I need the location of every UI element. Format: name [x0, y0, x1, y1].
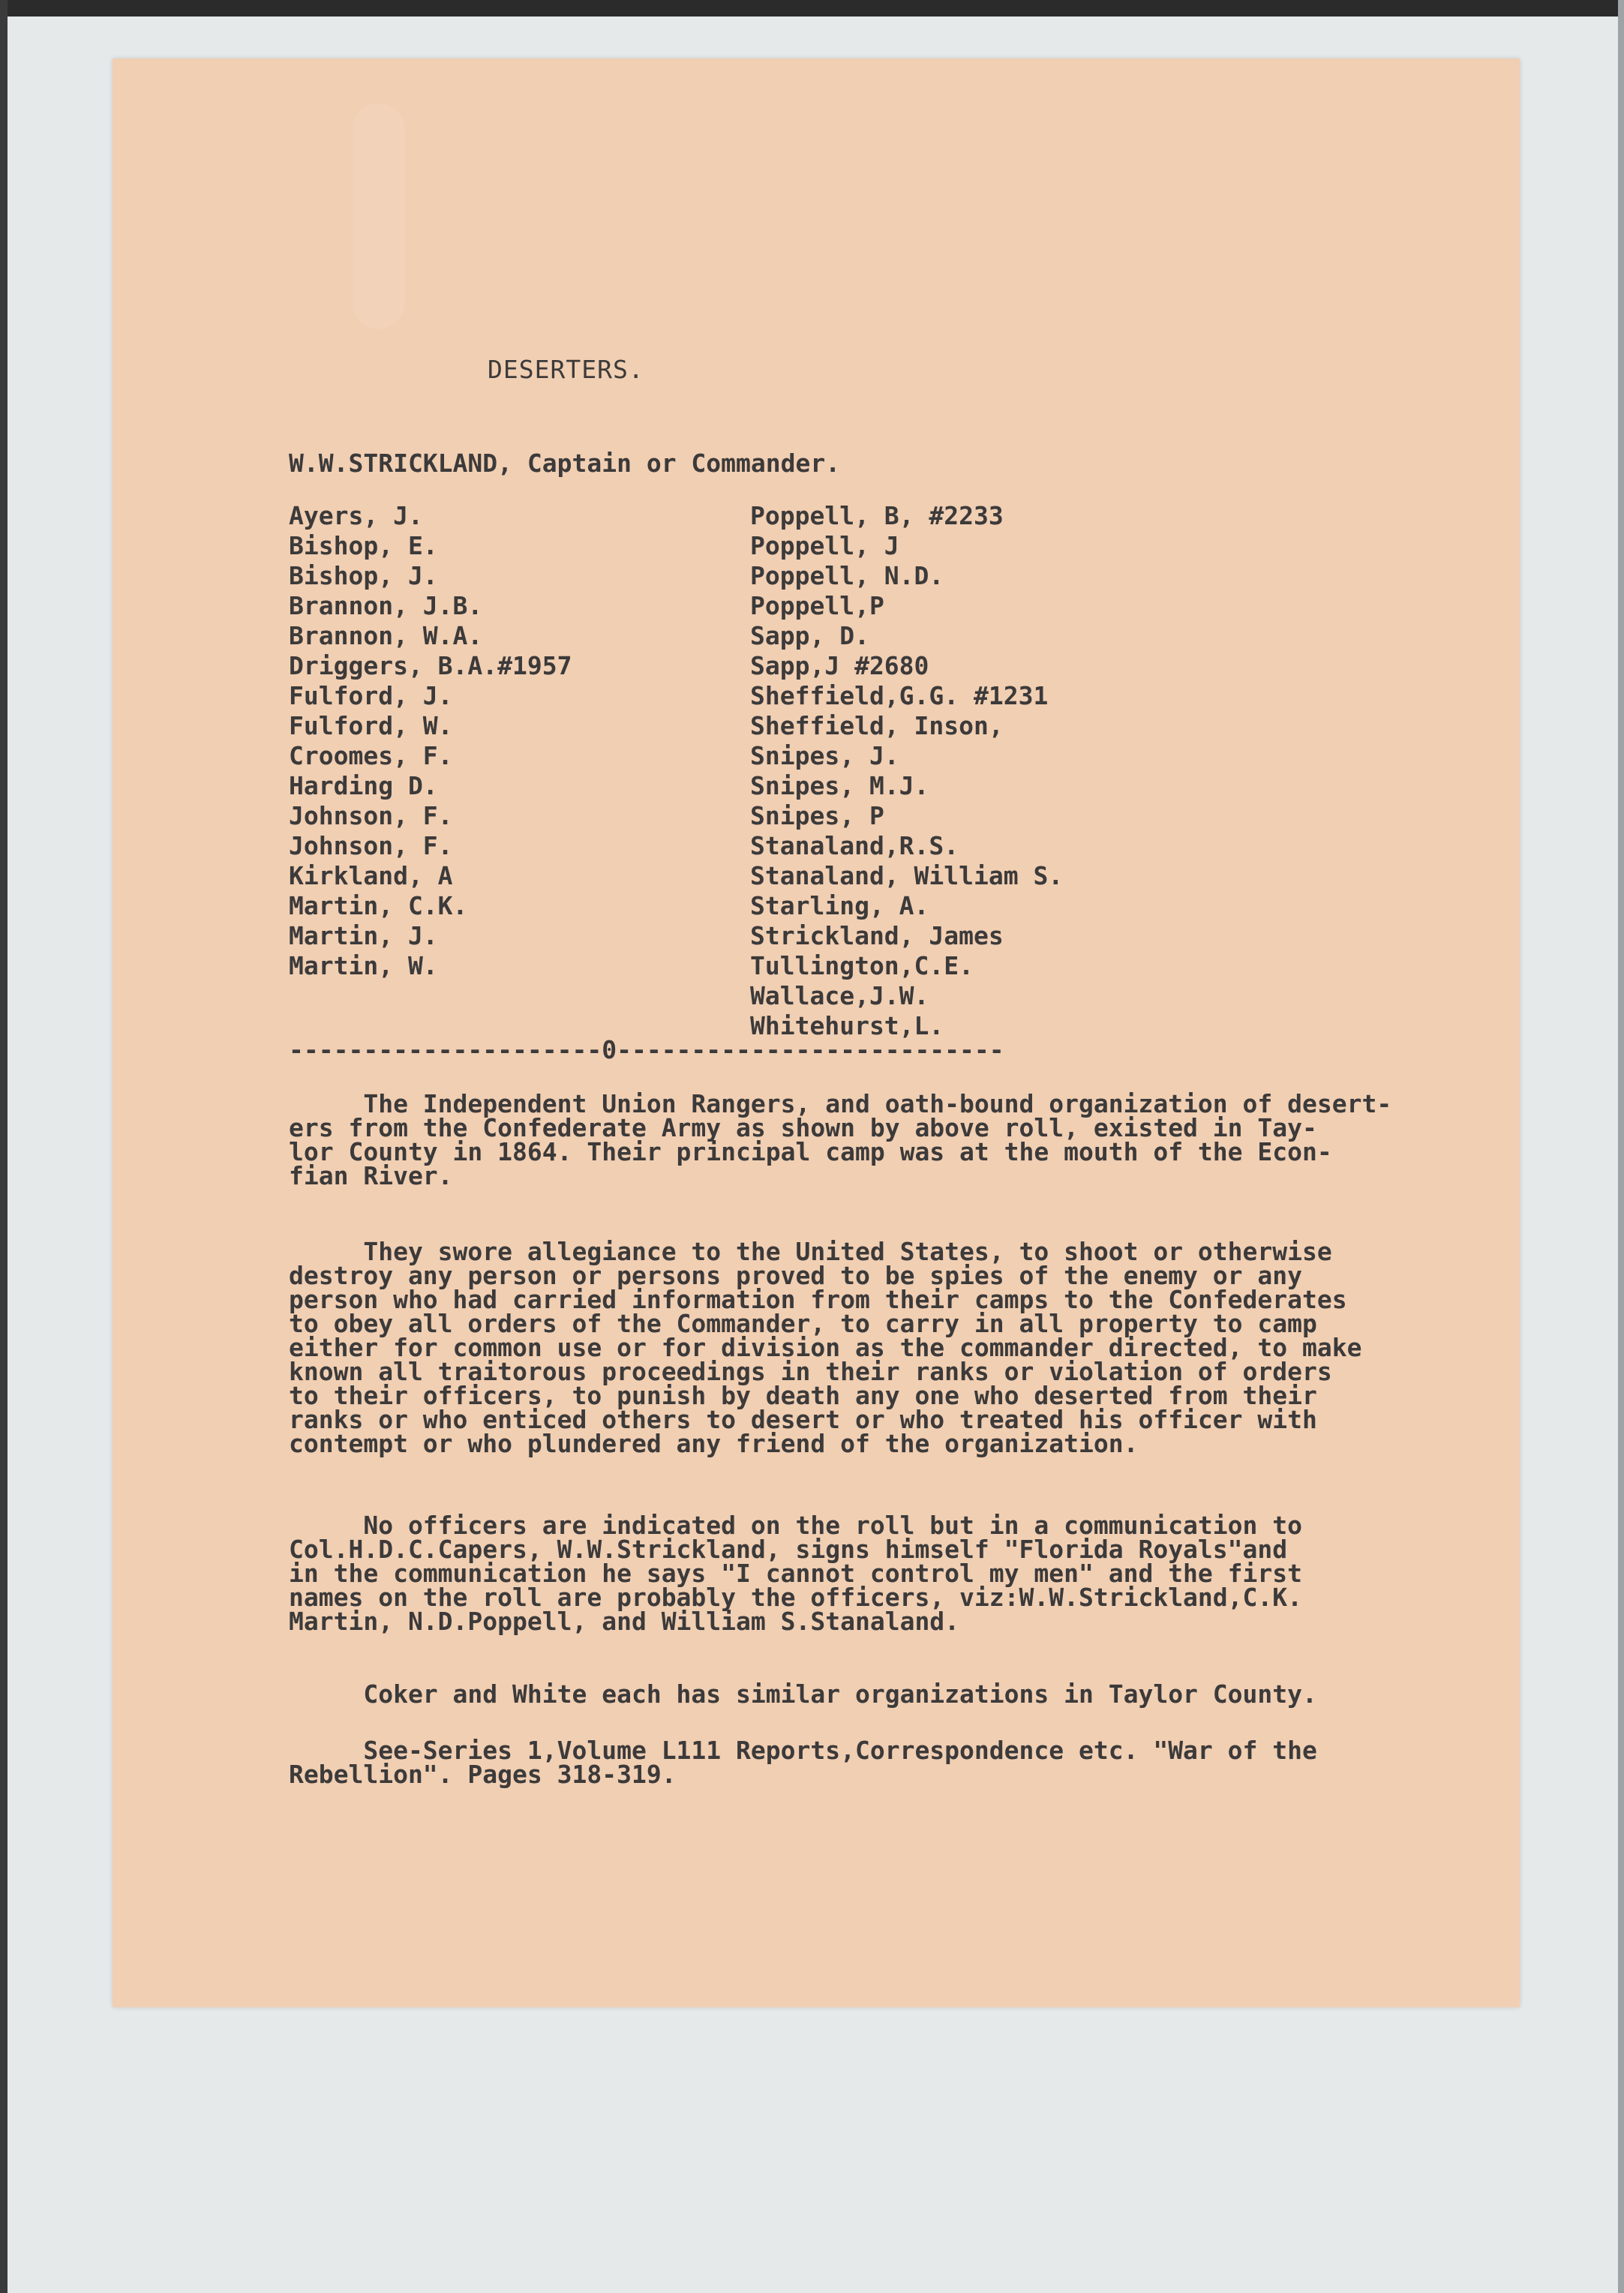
paragraph-officers: No officers are indicated on the roll but in a communication to Col.H.D.C.Capers, W.W.Strickland, signs himself "Florida Royals"and in the communication he says "I cannot control my men" and the first names on the roll are probably the officers, viz:W.W.Strickland,C.K. Martin, N.D.Poppell, and William S.Stanaland.: [289, 1511, 1303, 1636]
roll-entry: Poppell, B, #2233: [750, 501, 1004, 530]
roll-entry: Bishop, E.: [289, 531, 438, 560]
roll-right-column: [750, 501, 1063, 1041]
roll-entry: Whitehurst,L.: [750, 1011, 944, 1040]
roll-entry: Poppell, J: [750, 531, 899, 560]
roll-entry: Driggers, B.A.#1957: [289, 651, 572, 680]
document-page: [113, 59, 1520, 2007]
roll-entry: Martin, C.K.: [289, 891, 468, 920]
commander-line: W.W.STRICKLAND, Captain or Commander.: [289, 449, 841, 478]
roll-entry: Snipes, M.J.: [750, 771, 929, 800]
roll-entry: Strickland, James: [750, 921, 1004, 950]
roll-entry: Johnson, F.: [289, 801, 453, 830]
roll-entry: Poppell, N.D.: [750, 561, 944, 590]
document-title: DESERTERS.: [488, 355, 644, 384]
paragraph-similar-organizations: Coker and White each has similar organizations in Taylor County.: [289, 1679, 1317, 1709]
roll-entry: Martin, W.: [289, 951, 438, 980]
roll-entry: Starling, A.: [750, 891, 929, 920]
paragraph-rangers: The Independent Union Rangers, and oath-bound organization of desert- ers from the Confederate Army as shown by above roll, existed in Tay- lor County in 1864. Their principal camp was at the mouth of the Econ- fian River.: [289, 1089, 1392, 1190]
right-edge: [1618, 0, 1624, 2293]
roll-entry: Poppell,P: [750, 591, 884, 620]
roll-entry: Brannon, J.B.: [289, 591, 483, 620]
roll-entry: Wallace,J.W.: [750, 981, 929, 1010]
paragraph-reference: See-Series 1,Volume L111 Reports,Correspondence etc. "War of the Rebellion". Pages 318-319.: [289, 1736, 1317, 1789]
roll-entry: Tullington,C.E.: [750, 951, 974, 980]
roll-entry: Ayers, J.: [289, 501, 423, 530]
roll-entry: Brannon, W.A.: [289, 621, 483, 650]
roll-entry: Harding D.: [289, 771, 438, 800]
roll-entry: Sapp, D.: [750, 621, 869, 650]
roll-entry: Sheffield, Inson,: [750, 711, 1004, 740]
roll-entry: Croomes, F.: [289, 741, 453, 770]
paper-fold-mark: [353, 104, 405, 329]
roll-entry: Sapp,J #2680: [750, 651, 929, 680]
roll-entry: Fulford, W.: [289, 711, 453, 740]
roll-entry: Bishop, J.: [289, 561, 438, 590]
roll-entry: Fulford, J.: [289, 681, 453, 710]
section-divider: ---------------------0--------------------------: [289, 1035, 1004, 1064]
roll-entry: Snipes, P: [750, 801, 884, 830]
left-border: [0, 0, 8, 2293]
top-border: [0, 0, 1624, 17]
roll-entry: Sheffield,G.G. #1231: [750, 681, 1049, 710]
roll-entry: Stanaland, William S.: [750, 861, 1064, 890]
roll-entry: Johnson, F.: [289, 831, 453, 860]
roll-entry: Martin, J.: [289, 921, 438, 950]
roll-entry: Kirkland, A: [289, 861, 453, 890]
roll-entry: Stanaland,R.S.: [750, 831, 959, 860]
paragraph-allegiance: They swore allegiance to the United States, to shoot or otherwise destroy any person or persons proved to be spies of the enemy or any person who had carried information from their camps to the Confederates to obey all orders of the Commander, to carry in all property to camp either for common use or for division as the commander directed, to make known all traitorous proceedings in their ranks or violation of orders to their officers, to punish by death any one who deserted from their ranks or who enticed others to desert or who treated his officer with contempt or who plundered any friend of the organization.: [289, 1237, 1362, 1458]
roll-entry: Snipes, J.: [750, 741, 899, 770]
roll-left-column: [289, 501, 572, 981]
